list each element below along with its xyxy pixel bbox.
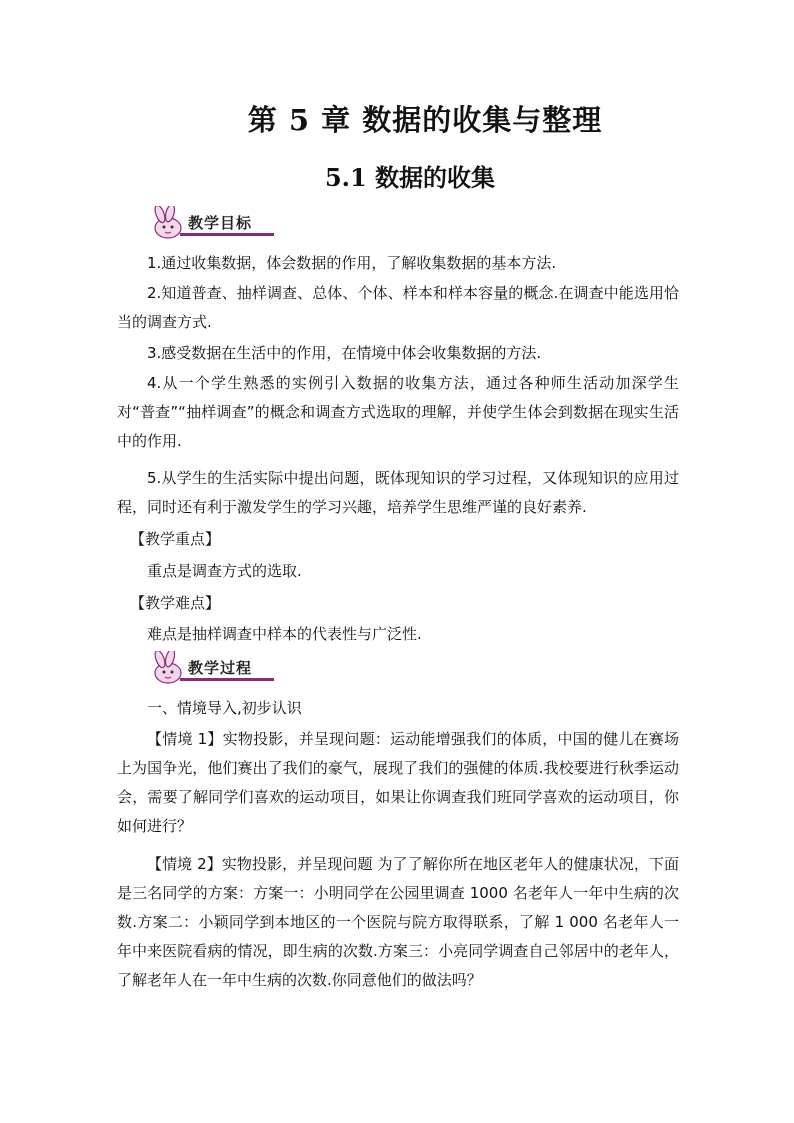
goals-badge xyxy=(146,206,274,240)
goal-item: 5.从学生的生活实际中提出问题，既体现知识的学习过程，又体现知识的应用过程，同时还有利于激发学生的学习兴趣，培养学生思维严谨的良好素养. xyxy=(117,469,679,516)
situation-paragraph: 【情境 2】实物投影，并呈现问题 为了了解你所在地区老年人的健康状况，下面是三名同学的方案：方案一：小明同学在公园里调查 1000 名老年人一年中生病的次数.方案二：小颖同学到本地区的一个医院与院方取得联系，了解 1 000 名老年人一年中来医院看病的情况，即生病的次数.方案三：小亮同学调查自己邻居中的老年人，了解老年人在一年中生病的次数.你同意他们的做法吗？ xyxy=(117,855,679,989)
section-title: 5.1 数据的收集 xyxy=(324,163,496,192)
process-badge-label: 教学过程 xyxy=(188,659,253,677)
goals-badge-label: 教学目标 xyxy=(188,214,253,232)
process-badge xyxy=(146,651,274,685)
badge-underline xyxy=(180,678,274,681)
situation-paragraph: 【情境 1】实物投影，并呈现问题：运动能增强我们的体质，中国的健儿在赛场上为国争光，他们赛出了我们的豪气，展现了我们的强健的体质.我校要进行秋季运动会，需要了解同学们喜欢的运动项目，如果让你调查我们班同学喜欢的运动项目，你如何进行？ xyxy=(117,730,679,835)
goal-item: 2.知道普查、抽样调查、总体、个体、样本和样本容量的概念.在调查中能选用恰当的调查方式. xyxy=(117,284,679,331)
difficulties-heading: 【教学难点】 xyxy=(130,594,221,612)
chapter-title: 第 5 章 数据的收集与整理 xyxy=(247,103,603,137)
goal-item: 3.感受数据在生活中的作用，在情境中体会收集数据的方法. xyxy=(147,344,542,362)
key-points-heading: 【教学重点】 xyxy=(130,530,221,548)
difficulties-text: 难点是抽样调查中样本的代表性与广泛性. xyxy=(147,625,422,643)
process-subheading: 一、情境导入,初步认识 xyxy=(147,699,302,717)
goal-item: 1.通过收集数据，体会数据的作用，了解收集数据的基本方法. xyxy=(147,254,557,272)
badge-underline xyxy=(180,233,274,236)
key-points-text: 重点是调查方式的选取. xyxy=(147,562,302,580)
goal-item: 4.从一个学生熟悉的实例引入数据的收集方法，通过各种师生活动加深学生对“普查”“抽样调查”的概念和调查方式选取的理解，并使学生体会到数据在现实生活中的作用. xyxy=(117,374,679,450)
